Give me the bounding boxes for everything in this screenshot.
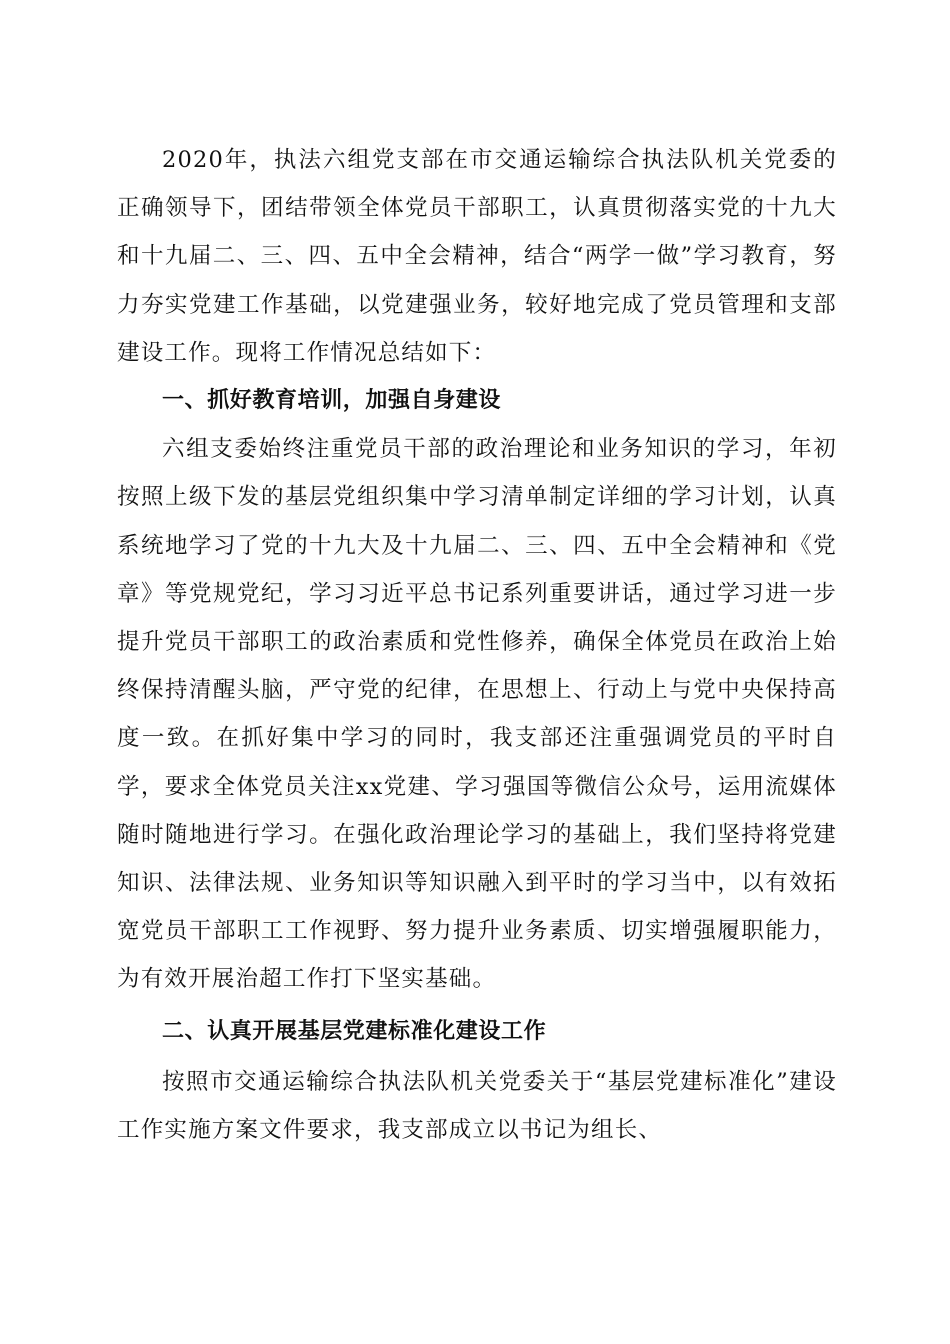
section-1-heading: 一、抓好教育培训，加强自身建设	[162, 388, 502, 414]
intro-paragraph: 2020年，执法六组党支部在市交通运输综合执法队机关党委的正确领导下，团结带领全体党员干部职工，认真贯彻落实党的十九大和十九届二、三、四、五中全会精神，结合“两学一做”学习教育，努力夯实党建工作基础，以党建强业务，较好地完成了党员管理和支部建设工作。现将工作情况总结如下：	[117, 147, 837, 366]
section-2-heading: 二、认真开展基层党建标准化建设工作	[162, 1018, 547, 1044]
section-2-paragraph: 按照市交通运输综合执法队机关党委关于“基层党建标准化”建设工作实施方案文件要求，我支部成立以书记为组长、	[117, 1068, 837, 1144]
section-1-paragraph: 六组支委始终注重党员干部的政治理论和业务知识的学习，年初按照上级下发的基层党组织集中学习清单制定详细的学习计划，认真系统地学习了党的十九大及十九届二、三、四、五中全会精神和《党章》等党规党纪，学习习近平总书记系列重要讲话，通过学习进一步提升党员干部职工的政治素质和党性修养，确保全体党员在政治上始终保持清醒头脑，严守党的纪律，在思想上、行动上与党中央保持高度一致。在抓好集中学习的同时，我支部还注重强调党员的平时自学，要求全体党员关注xx党建、学习强国等微信公众号，运用流媒体随时随地进行学习。在强化政治理论学习的基础上，我们坚持将党建知识、法律法规、业务知识等知识融入到平时的学习当中，以有效拓宽党员干部职工工作视野、努力提升业务素质、切实增强履职能力，为有效开展治超工作打下坚实基础。	[117, 436, 837, 993]
document-body	[117, 136, 837, 1154]
